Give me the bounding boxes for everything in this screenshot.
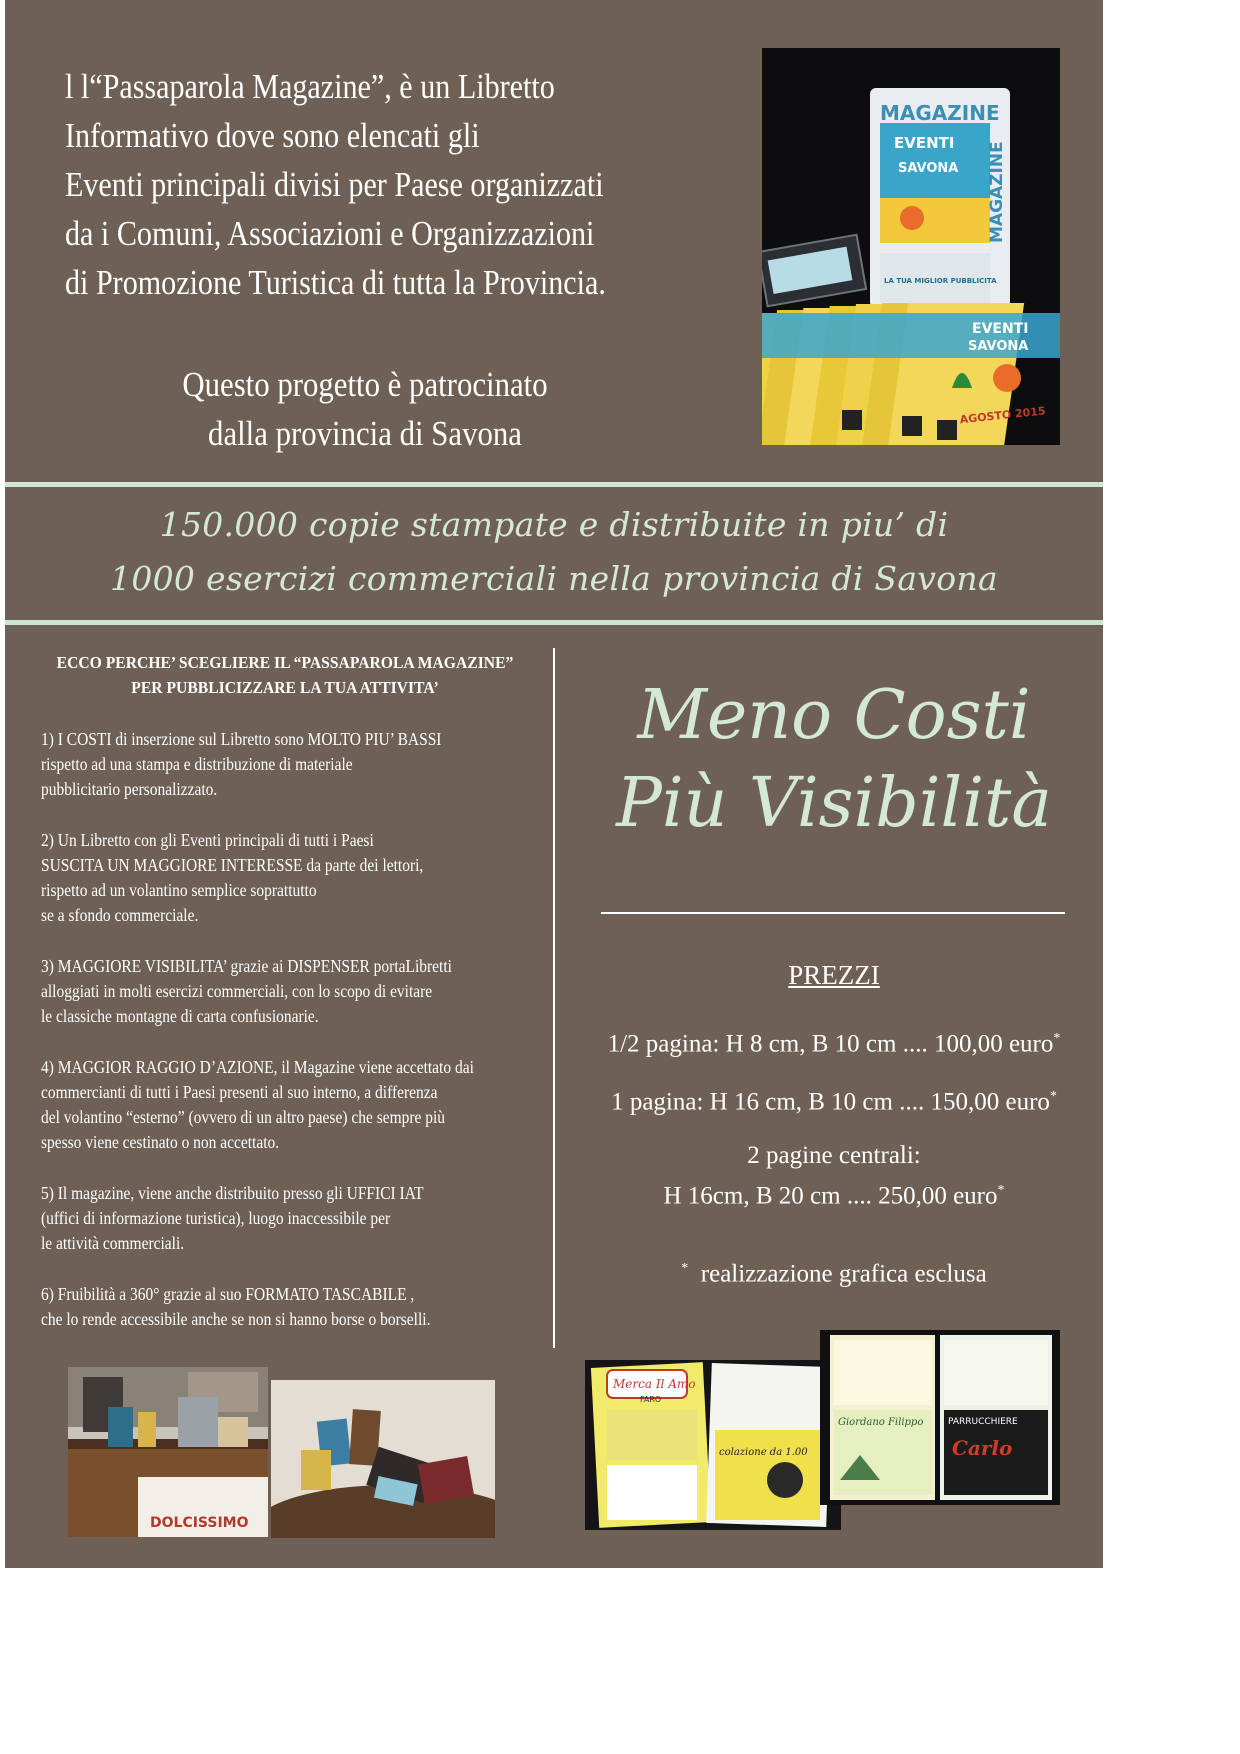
reasons-heading-line: PER PUBBLICIZZARE LA TUA ATTIVITA’	[131, 678, 439, 697]
booklet-events: EVENTI	[972, 321, 1029, 337]
asterisk-mark: *	[1049, 1089, 1057, 1105]
reason-item	[41, 1181, 505, 1256]
price-row	[565, 1173, 1103, 1213]
magazine-ads-photo	[820, 1330, 1060, 1505]
reason-line: 5) Il magazine, viene anche distribuito presso gli UFFICI IAT	[41, 1183, 424, 1203]
reason-item	[41, 727, 505, 802]
reason-line: 4) MAGGIOR RAGGIO D’AZIONE, il Magazine viene accettato dai	[41, 1057, 474, 1077]
cover-city: SAVONA	[898, 161, 959, 176]
ad-faro: FARO	[640, 1395, 662, 1404]
distribution-banner	[5, 498, 1103, 606]
reason-line: 1) I COSTI di inserzione sul Libretto sono MOLTO PIU’ BASSI	[41, 729, 442, 749]
patronage-line: Questo progetto è patrocinato	[182, 365, 548, 404]
slogan-line-1: Meno Costi	[637, 676, 1031, 755]
reason-line: (uffici di informazione turistica), luogo inaccessibile per	[41, 1208, 391, 1228]
intro-text	[65, 62, 650, 307]
asterisk-mark: *	[997, 1182, 1005, 1198]
price-footnote	[565, 1251, 1103, 1291]
booklet-city: SAVONA	[968, 339, 1029, 354]
price-list	[565, 958, 1103, 1291]
magazine-stack-photo	[762, 48, 1060, 445]
asterisk-mark: *	[1053, 1031, 1061, 1046]
reason-line: commercianti di tutti i Paesi presenti al suo interno, a differenza	[41, 1082, 438, 1102]
banner-line-2: 1000 esercizi commerciali nella provincia di Savona	[110, 559, 998, 598]
banner-line-1: 150.000 copie stampate e distribuite in piu’ di	[159, 505, 949, 544]
booklets-on-counter-photo	[271, 1380, 495, 1538]
reason-line: rispetto ad un volantino semplice soprattutto	[41, 880, 317, 900]
slogan	[565, 672, 1103, 848]
reason-line: spesso viene cestinato o non accettato.	[41, 1132, 280, 1152]
reason-item	[41, 828, 505, 928]
price-row-label: 2 pagine centrali:	[747, 1141, 921, 1169]
reason-line: 3) MAGGIORE VISIBILITA’ grazie ai DISPENSER portaLibretti	[41, 956, 452, 976]
cover-promo: LA TUA MIGLIOR PUBBLICITA	[884, 277, 997, 285]
asterisk-mark: *	[681, 1260, 689, 1276]
reasons-heading	[46, 650, 524, 700]
issue-date: AGOSTO 2015	[959, 404, 1047, 427]
reason-line: pubblicitario personalizzato.	[41, 779, 218, 799]
slogan-line-2: Più Visibilità	[616, 764, 1052, 843]
footnote-text: realizzazione grafica esclusa	[700, 1260, 987, 1288]
price-row-text: 1/2 pagina: H 8 cm, B 10 cm .... 100,00 euro	[607, 1030, 1054, 1058]
ad-giordano: Giordano Filippo	[838, 1417, 924, 1428]
ad-parrucchiere: PARRUCCHIERE	[948, 1417, 1018, 1427]
column-divider	[553, 648, 555, 1348]
reasons-list	[41, 727, 505, 1358]
intro-line: Informativo dove sono elencati gli	[65, 116, 480, 155]
price-row-text: H 16cm, B 20 cm .... 250,00 euro	[663, 1181, 998, 1209]
intro-line: da i Comuni, Associazioni e Organizzazioni	[65, 214, 595, 253]
ad-carlo: Carlo	[952, 1436, 1013, 1460]
reason-line: 6) Fruibilità a 360° grazie al suo FORMATO TASCABILE ,	[41, 1284, 415, 1304]
reason-line: rispetto ad una stampa e distribuzione di materiale	[41, 754, 353, 774]
shop-counter-photo	[68, 1367, 268, 1537]
price-row	[565, 1021, 1103, 1061]
cover-title: MAGAZINE	[880, 101, 1000, 125]
cover-events: EVENTI	[894, 134, 955, 152]
prices-heading: PREZZI	[788, 960, 880, 990]
cover-side: MAGAZINE	[987, 141, 1007, 243]
reason-line: alloggiati in molti esercizi commerciali, con lo scopo di evitare	[41, 981, 433, 1001]
reason-line: che lo rende accessibile anche se non si hanno borse o borselli.	[41, 1309, 431, 1329]
reason-item	[41, 954, 505, 1029]
reason-line: le classiche montagne di carta confusionarie.	[41, 1006, 319, 1026]
reason-item	[41, 1282, 505, 1332]
patronage-line: dalla provincia di Savona	[208, 414, 522, 453]
intro-line: l l“Passaparola Magazine”, è un Libretto	[65, 67, 555, 106]
top-rule	[5, 482, 1103, 487]
intro-line: Eventi principali divisi per Paese organizzati	[65, 165, 604, 204]
reason-item	[41, 1055, 505, 1155]
reason-line: 2) Un Libretto con gli Eventi principali di tutti i Paesi	[41, 830, 374, 850]
intro-line: di Promozione Turistica di tutta la Provincia.	[65, 263, 606, 302]
patronage-text	[145, 360, 585, 458]
magazine-spread-photo	[585, 1360, 841, 1530]
bottom-rule	[5, 620, 1103, 625]
ad-colazione: colazione da 1.00	[719, 1447, 808, 1458]
reason-line: se a sfondo commerciale.	[41, 905, 199, 925]
slogan-rule	[601, 912, 1065, 914]
shop-sign: DOLCISSIMO	[150, 1515, 249, 1531]
price-row-text: 1 pagina: H 16 cm, B 10 cm .... 150,00 euro	[611, 1088, 1050, 1116]
reason-line: del volantino “esterno” (ovvero di un altro paese) che sempre più	[41, 1107, 446, 1127]
flyer-page	[5, 0, 1103, 1568]
reason-line: le attività commerciali.	[41, 1233, 185, 1253]
reason-line: SUSCITA UN MAGGIORE INTERESSE da parte dei lettori,	[41, 855, 424, 875]
price-row	[565, 1079, 1103, 1119]
ad-merca: Merca Il Amo	[613, 1377, 696, 1391]
reasons-heading-line: ECCO PERCHE’ SCEGLIERE IL “PASSAPAROLA MAGAZINE”	[56, 653, 514, 672]
